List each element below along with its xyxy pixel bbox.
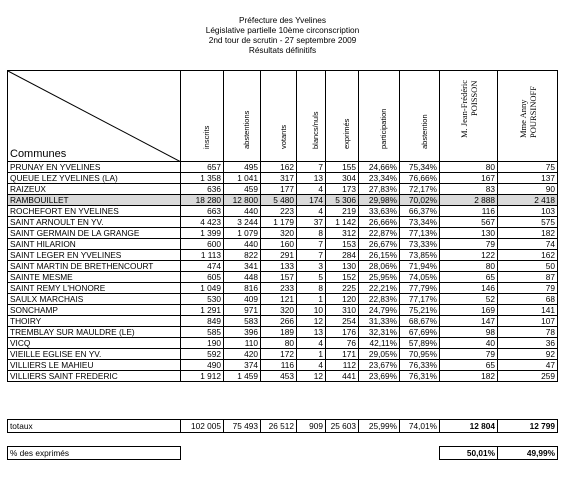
cell-votants: 453 — [261, 371, 297, 382]
table-row — [8, 305, 558, 316]
cell-votants: 233 — [261, 283, 297, 294]
cell-abstentions: 409 — [224, 294, 261, 305]
cell-votants: 172 — [261, 349, 297, 360]
cell-abstention: 76,66% — [400, 173, 440, 184]
cell-blancs: 12 — [297, 371, 326, 382]
cell-votants: 1 179 — [261, 217, 297, 228]
cell-votants: 162 — [261, 162, 297, 173]
cell-participation: 33,63% — [359, 206, 400, 217]
percent-candidate1: 50,01% — [440, 447, 498, 460]
cell-inscrits: 18 280 — [181, 195, 224, 206]
cell-votants: 266 — [261, 316, 297, 327]
candidate2-header-cell — [498, 71, 558, 162]
cell-participation: 29,05% — [359, 349, 400, 360]
candidate1-line1: M. Jean-Frédéric — [458, 79, 469, 138]
cell-participation: 25,95% — [359, 272, 400, 283]
totals-abstentions: 75 493 — [224, 420, 261, 433]
table-row — [8, 327, 558, 338]
cell-abstention: 75,21% — [400, 305, 440, 316]
cell-blancs: 37 — [297, 217, 326, 228]
table-row — [8, 294, 558, 305]
inscrits-header: inscrits — [202, 125, 211, 149]
cell-abstentions: 1 459 — [224, 371, 261, 382]
cell-abstention: 77,79% — [400, 283, 440, 294]
table-row — [8, 338, 558, 349]
prefecture-title: Préfecture des Yvelines — [238, 15, 327, 25]
table-row — [8, 250, 558, 261]
cell-cand2: 75 — [498, 162, 558, 173]
totals-table — [7, 419, 558, 433]
cell-abstentions: 440 — [224, 239, 261, 250]
cell-participation: 27,83% — [359, 184, 400, 195]
cell-exprimes: 176 — [326, 327, 359, 338]
totals-inscrits: 102 005 — [181, 420, 224, 433]
cell-cand1: 182 — [440, 371, 498, 382]
cell-votants: 320 — [261, 228, 297, 239]
cell-cand2: 137 — [498, 173, 558, 184]
cell-inscrits: 1 113 — [181, 250, 224, 261]
cell-blancs: 5 — [297, 272, 326, 283]
cell-abstention: 67,69% — [400, 327, 440, 338]
cell-participation: 23,67% — [359, 360, 400, 371]
cell-cand2: 103 — [498, 206, 558, 217]
commune-name: ROCHEFORT EN YVELINES — [8, 206, 181, 217]
cell-inscrits: 657 — [181, 162, 224, 173]
abstentions-header-cell — [224, 71, 261, 162]
commune-name: VICQ — [8, 338, 181, 349]
cell-inscrits: 1 912 — [181, 371, 224, 382]
commune-name: SAINT LEGER EN YVELINES — [8, 250, 181, 261]
cell-participation: 26,15% — [359, 250, 400, 261]
cell-participation: 24,79% — [359, 305, 400, 316]
cell-abstention: 70,02% — [400, 195, 440, 206]
cell-abstentions: 1 041 — [224, 173, 261, 184]
inscrits-header-cell — [181, 71, 224, 162]
cell-cand2: 87 — [498, 272, 558, 283]
cell-participation: 32,31% — [359, 327, 400, 338]
cell-abstentions: 448 — [224, 272, 261, 283]
cell-blancs: 7 — [297, 239, 326, 250]
exprimes-header-cell — [326, 71, 359, 162]
cell-cand1: 80 — [440, 162, 498, 173]
cell-participation: 31,33% — [359, 316, 400, 327]
cell-votants: 121 — [261, 294, 297, 305]
cell-inscrits: 1 291 — [181, 305, 224, 316]
candidate2-header — [518, 86, 538, 138]
communes-rows — [8, 162, 558, 382]
cell-cand1: 79 — [440, 239, 498, 250]
candidate1-line2: POISSON — [468, 80, 479, 116]
cell-blancs: 12 — [297, 316, 326, 327]
cell-blancs: 4 — [297, 206, 326, 217]
totals-votants: 26 512 — [261, 420, 297, 433]
commune-name: SAINTE MESME — [8, 272, 181, 283]
cell-inscrits: 190 — [181, 338, 224, 349]
table-row — [8, 261, 558, 272]
cell-cand1: 130 — [440, 228, 498, 239]
commune-name: SAINT MARTIN DE BRETHENCOURT — [8, 261, 181, 272]
cell-abstentions: 3 244 — [224, 217, 261, 228]
cell-cand2: 259 — [498, 371, 558, 382]
percent-table — [7, 446, 558, 460]
results-table — [7, 70, 558, 382]
table-row — [8, 239, 558, 250]
cell-abstentions: 341 — [224, 261, 261, 272]
column-header-row — [8, 71, 558, 162]
cell-participation: 26,66% — [359, 217, 400, 228]
cell-blancs: 4 — [297, 360, 326, 371]
cell-participation: 26,67% — [359, 239, 400, 250]
commune-name: SAULX MARCHAIS — [8, 294, 181, 305]
cell-cand2: 68 — [498, 294, 558, 305]
candidate1-header — [459, 80, 479, 138]
cell-votants: 160 — [261, 239, 297, 250]
percent-row — [8, 447, 558, 460]
cell-exprimes: 153 — [326, 239, 359, 250]
cell-blancs: 8 — [297, 228, 326, 239]
cell-cand2: 2 418 — [498, 195, 558, 206]
cell-abstention: 71,94% — [400, 261, 440, 272]
cell-cand2: 182 — [498, 228, 558, 239]
totals-exprimes: 25 603 — [326, 420, 359, 433]
totals-candidate1: 12 804 — [440, 420, 498, 433]
commune-name: VILLIERS LE MAHIEU — [8, 360, 181, 371]
cell-votants: 133 — [261, 261, 297, 272]
candidate2-line2: POURSINOFF — [527, 86, 538, 138]
cell-participation: 29,98% — [359, 195, 400, 206]
results-status: Résultats définitifs — [248, 45, 317, 55]
table-row — [8, 360, 558, 371]
votants-header-cell — [261, 71, 297, 162]
cell-blancs: 8 — [297, 283, 326, 294]
cell-votants: 291 — [261, 250, 297, 261]
cell-blancs: 1 — [297, 294, 326, 305]
cell-abstention: 77,17% — [400, 294, 440, 305]
cell-abstentions: 459 — [224, 184, 261, 195]
cell-abstentions: 12 800 — [224, 195, 261, 206]
cell-exprimes: 130 — [326, 261, 359, 272]
cell-blancs: 10 — [297, 305, 326, 316]
cell-inscrits: 4 423 — [181, 217, 224, 228]
cell-blancs: 1 — [297, 349, 326, 360]
commune-name: VILLIERS SAINT FREDERIC — [8, 371, 181, 382]
cell-inscrits: 490 — [181, 360, 224, 371]
cell-inscrits: 605 — [181, 272, 224, 283]
cell-exprimes: 5 306 — [326, 195, 359, 206]
cell-cand2: 107 — [498, 316, 558, 327]
cell-inscrits: 1 049 — [181, 283, 224, 294]
cell-inscrits: 663 — [181, 206, 224, 217]
table-row — [8, 371, 558, 382]
blancs-header-cell — [297, 71, 326, 162]
cell-participation: 22,83% — [359, 294, 400, 305]
cell-abstention: 77,13% — [400, 228, 440, 239]
cell-exprimes: 155 — [326, 162, 359, 173]
cell-abstentions: 1 079 — [224, 228, 261, 239]
cell-exprimes: 312 — [326, 228, 359, 239]
cell-votants: 80 — [261, 338, 297, 349]
cell-inscrits: 1 358 — [181, 173, 224, 184]
cell-abstentions: 374 — [224, 360, 261, 371]
cell-abstention: 70,95% — [400, 349, 440, 360]
cell-abstentions: 420 — [224, 349, 261, 360]
cell-cand1: 146 — [440, 283, 498, 294]
cell-cand1: 83 — [440, 184, 498, 195]
cell-cand1: 52 — [440, 294, 498, 305]
commune-name: TREMBLAY SUR MAULDRE (LE) — [8, 327, 181, 338]
cell-exprimes: 304 — [326, 173, 359, 184]
cell-cand2: 92 — [498, 349, 558, 360]
table-row — [8, 316, 558, 327]
table-row — [8, 206, 558, 217]
cell-abstentions: 495 — [224, 162, 261, 173]
abstention-header-cell — [400, 71, 440, 162]
cell-cand2: 50 — [498, 261, 558, 272]
table-row — [8, 195, 558, 206]
commune-name: THOIRY — [8, 316, 181, 327]
cell-participation: 23,69% — [359, 371, 400, 382]
cell-exprimes: 1 142 — [326, 217, 359, 228]
cell-exprimes: 120 — [326, 294, 359, 305]
cell-abstention: 73,85% — [400, 250, 440, 261]
cell-exprimes: 152 — [326, 272, 359, 283]
cell-exprimes: 219 — [326, 206, 359, 217]
cell-cand1: 169 — [440, 305, 498, 316]
cell-cand2: 47 — [498, 360, 558, 371]
cell-abstentions: 816 — [224, 283, 261, 294]
commune-name: VIEILLE EGLISE EN YV. — [8, 349, 181, 360]
exprimes-header: exprimés — [342, 118, 351, 149]
cell-participation: 22,21% — [359, 283, 400, 294]
cell-abstentions: 396 — [224, 327, 261, 338]
cell-abstentions: 440 — [224, 206, 261, 217]
table-row — [8, 173, 558, 184]
cell-abstentions: 971 — [224, 305, 261, 316]
cell-cand2: 575 — [498, 217, 558, 228]
cell-blancs: 4 — [297, 184, 326, 195]
communes-header-cell — [8, 71, 181, 162]
cell-abstentions: 583 — [224, 316, 261, 327]
totals-candidate2: 12 799 — [498, 420, 558, 433]
cell-participation: 23,34% — [359, 173, 400, 184]
cell-cand2: 79 — [498, 283, 558, 294]
cell-abstention: 75,34% — [400, 162, 440, 173]
cell-participation: 24,66% — [359, 162, 400, 173]
cell-inscrits: 636 — [181, 184, 224, 195]
commune-name: RAMBOUILLET — [8, 195, 181, 206]
communes-header: Communes — [10, 148, 67, 160]
cell-abstention: 68,67% — [400, 316, 440, 327]
cell-inscrits: 600 — [181, 239, 224, 250]
cell-cand1: 65 — [440, 272, 498, 283]
cell-exprimes: 171 — [326, 349, 359, 360]
cell-votants: 157 — [261, 272, 297, 283]
percent-spacer — [181, 447, 440, 460]
candidate1-header-cell — [440, 71, 498, 162]
cell-inscrits: 474 — [181, 261, 224, 272]
participation-header-cell — [359, 71, 400, 162]
cell-cand2: 36 — [498, 338, 558, 349]
cell-inscrits: 585 — [181, 327, 224, 338]
cell-blancs: 4 — [297, 338, 326, 349]
cell-cand2: 78 — [498, 327, 558, 338]
round-date: 2nd tour de scrutin - 27 septembre 2009 — [208, 35, 357, 45]
commune-name: PRUNAY EN YVELINES — [8, 162, 181, 173]
cell-abstention: 72,17% — [400, 184, 440, 195]
table-row — [8, 162, 558, 173]
cell-participation: 42,11% — [359, 338, 400, 349]
candidate2-line1: Mme Anny — [517, 99, 528, 138]
cell-abstentions: 110 — [224, 338, 261, 349]
cell-participation: 22,87% — [359, 228, 400, 239]
cell-votants: 223 — [261, 206, 297, 217]
cell-blancs: 13 — [297, 327, 326, 338]
cell-exprimes: 225 — [326, 283, 359, 294]
abstention-header: abstention — [419, 114, 429, 149]
commune-name: QUEUE LEZ YVELINES (LA) — [8, 173, 181, 184]
cell-cand2: 90 — [498, 184, 558, 195]
cell-participation: 28,06% — [359, 261, 400, 272]
cell-exprimes: 254 — [326, 316, 359, 327]
cell-cand2: 74 — [498, 239, 558, 250]
cell-exprimes: 76 — [326, 338, 359, 349]
cell-cand1: 40 — [440, 338, 498, 349]
cell-exprimes: 310 — [326, 305, 359, 316]
cell-exprimes: 441 — [326, 371, 359, 382]
table-row — [8, 184, 558, 195]
totals-row — [8, 420, 558, 433]
percent-label: % des exprimés — [8, 447, 181, 460]
totals-label: totaux — [8, 420, 181, 433]
cell-abstention: 76,31% — [400, 371, 440, 382]
cell-cand1: 167 — [440, 173, 498, 184]
commune-name: SAINT GERMAIN DE LA GRANGE — [8, 228, 181, 239]
totals-participation: 25,99% — [359, 420, 400, 433]
commune-name: RAIZEUX — [8, 184, 181, 195]
table-row — [8, 283, 558, 294]
cell-abstention: 73,33% — [400, 239, 440, 250]
commune-name: SONCHAMP — [8, 305, 181, 316]
cell-blancs: 7 — [297, 162, 326, 173]
cell-blancs: 7 — [297, 250, 326, 261]
percent-candidate2: 49,99% — [498, 447, 558, 460]
cell-votants: 116 — [261, 360, 297, 371]
cell-votants: 177 — [261, 184, 297, 195]
table-row — [8, 228, 558, 239]
cell-abstention: 66,37% — [400, 206, 440, 217]
cell-cand1: 79 — [440, 349, 498, 360]
cell-cand1: 2 888 — [440, 195, 498, 206]
totals-blancs: 909 — [297, 420, 326, 433]
commune-name: SAINT REMY L'HONORE — [8, 283, 181, 294]
cell-cand1: 80 — [440, 261, 498, 272]
abstentions-header: abstentions — [242, 110, 251, 149]
cell-inscrits: 849 — [181, 316, 224, 327]
votants-header: votants — [278, 124, 288, 149]
cell-cand1: 567 — [440, 217, 498, 228]
cell-votants: 317 — [261, 173, 297, 184]
cell-cand1: 65 — [440, 360, 498, 371]
cell-exprimes: 173 — [326, 184, 359, 195]
cell-abstentions: 822 — [224, 250, 261, 261]
table-row — [8, 217, 558, 228]
cell-abstention: 74,05% — [400, 272, 440, 283]
cell-blancs: 3 — [297, 261, 326, 272]
cell-cand1: 147 — [440, 316, 498, 327]
participation-header: participation — [379, 108, 388, 149]
cell-cand2: 162 — [498, 250, 558, 261]
cell-votants: 320 — [261, 305, 297, 316]
election-title: Législative partielle 10ème circonscription — [205, 25, 360, 35]
cell-blancs: 13 — [297, 173, 326, 184]
cell-cand1: 122 — [440, 250, 498, 261]
commune-name: SAINT HILARION — [8, 239, 181, 250]
cell-cand1: 98 — [440, 327, 498, 338]
cell-exprimes: 284 — [326, 250, 359, 261]
cell-cand2: 141 — [498, 305, 558, 316]
cell-inscrits: 1 399 — [181, 228, 224, 239]
totals-abstention: 74,01% — [400, 420, 440, 433]
cell-abstention: 76,33% — [400, 360, 440, 371]
cell-exprimes: 112 — [326, 360, 359, 371]
cell-inscrits: 592 — [181, 349, 224, 360]
cell-abstention: 73,34% — [400, 217, 440, 228]
blancs-header: blancs/nuls — [311, 111, 320, 149]
cell-abstention: 57,89% — [400, 338, 440, 349]
commune-name: SAINT ARNOULT EN YV. — [8, 217, 181, 228]
cell-blancs: 174 — [297, 195, 326, 206]
cell-inscrits: 530 — [181, 294, 224, 305]
cell-votants: 5 480 — [261, 195, 297, 206]
cell-cand1: 116 — [440, 206, 498, 217]
cell-votants: 189 — [261, 327, 297, 338]
table-row — [8, 349, 558, 360]
table-row — [8, 272, 558, 283]
